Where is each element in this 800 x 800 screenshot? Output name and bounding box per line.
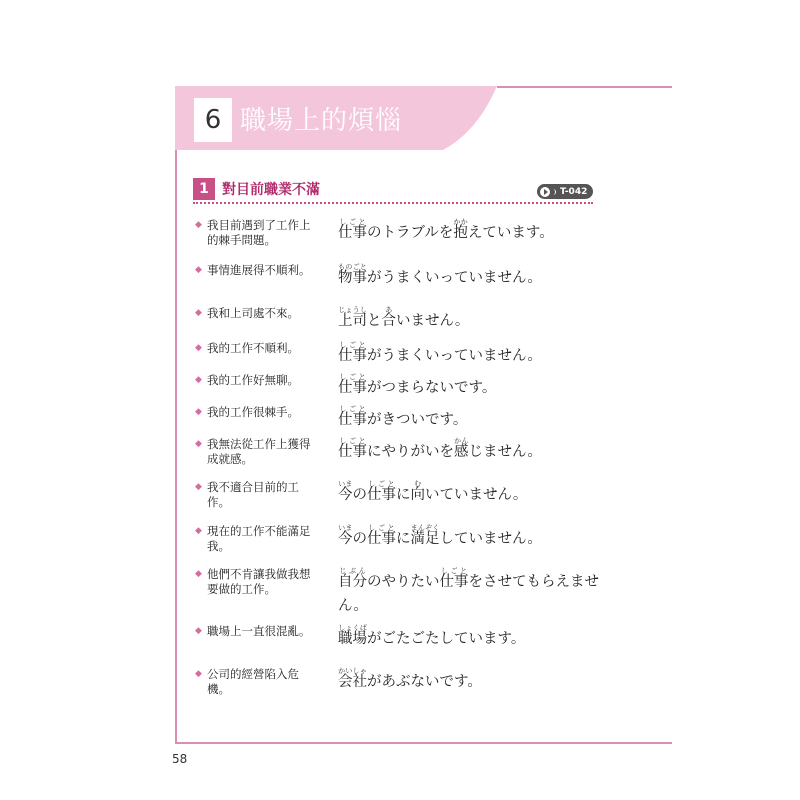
japanese-phrase — [338, 263, 618, 290]
furigana-reading: まんぞく — [410, 524, 440, 532]
kanji-text: 仕事 — [338, 444, 367, 460]
japanese-phrase — [338, 306, 618, 333]
kana-text: がきついです。 — [367, 412, 468, 428]
kanji-text: 今 — [338, 487, 353, 503]
furigana-word — [338, 667, 367, 690]
japanese-phrase — [338, 218, 618, 245]
kana-text: していません。 — [439, 531, 542, 547]
kanji-text: 自分 — [338, 574, 367, 590]
kanji-text: 仕事 — [338, 348, 367, 364]
kanji-text: 合 — [381, 313, 396, 329]
furigana-reading: しごと — [338, 218, 367, 226]
furigana-word — [338, 263, 367, 286]
chinese-phrase: ◆ 職場上一直很混亂。 — [195, 624, 315, 639]
japanese-phrase — [338, 567, 618, 618]
sound-wave-icon — [552, 189, 556, 195]
japanese-phrase — [338, 667, 618, 694]
furigana-word — [338, 306, 367, 329]
kana-text: に — [396, 531, 411, 547]
chapter-number-box — [194, 98, 232, 142]
furigana-word — [338, 524, 353, 547]
kana-text: いていません。 — [425, 487, 528, 503]
chinese-phrase: ◆ 現在的工作不能滿足我。 — [195, 524, 315, 554]
furigana-reading: じぶん — [338, 567, 367, 575]
furigana-reading: いま — [338, 480, 353, 488]
kanji-text: 仕事 — [338, 412, 367, 428]
chapter-number: 6 — [204, 105, 222, 135]
furigana-reading: かん — [454, 437, 469, 445]
audio-track-badge[interactable] — [537, 184, 593, 199]
furigana-word — [410, 524, 440, 547]
kana-text: をさせてもらえません。 — [338, 574, 599, 614]
furigana-reading: いま — [338, 524, 353, 532]
kana-text: の — [352, 487, 367, 503]
kanji-text: 物事 — [338, 270, 367, 286]
furigana-reading: かいしゃ — [338, 667, 367, 675]
kanji-text: 仕事 — [338, 225, 367, 241]
section-divider — [193, 202, 593, 204]
chinese-phrase: ◆ 公司的經營陷入危機。 — [195, 667, 315, 697]
kana-text: のトラブルを — [367, 225, 454, 241]
furigana-reading: あ — [381, 306, 396, 314]
chinese-phrase: ◆ 我目前遇到了工作上的棘手問題。 — [195, 218, 315, 248]
furigana-word — [338, 624, 367, 647]
japanese-phrase — [338, 437, 618, 464]
kanji-text: 仕事 — [338, 380, 367, 396]
japanese-phrase — [338, 373, 618, 400]
kanji-text: 感 — [454, 444, 469, 460]
furigana-word — [367, 524, 396, 547]
japanese-phrase — [338, 624, 618, 651]
furigana-reading: しごと — [367, 480, 396, 488]
kanji-text: 仕事 — [367, 531, 396, 547]
chinese-phrase: ◆ 他們不肯讓我做我想要做的工作。 — [195, 567, 315, 597]
chinese-phrase: ◆ 我的工作不順利。 — [195, 341, 315, 356]
furigana-reading: しごと — [439, 567, 469, 575]
furigana-reading: かか — [453, 218, 468, 226]
page-number: 58 — [172, 752, 188, 766]
audio-track-label: T-042 — [560, 186, 588, 197]
furigana-word — [338, 218, 367, 241]
furigana-word — [410, 480, 426, 503]
furigana-reading: しょくば — [338, 624, 367, 632]
furigana-word — [367, 480, 396, 503]
page-frame-bottom — [175, 742, 672, 744]
kana-text: のやりたい — [367, 574, 440, 590]
furigana-reading: しごと — [338, 341, 367, 349]
kana-text: の — [352, 531, 367, 547]
kana-text: に — [396, 487, 411, 503]
kana-text: がうまくいっていません。 — [367, 348, 542, 364]
chinese-phrase: ◆ 我的工作好無聊。 — [195, 373, 315, 388]
japanese-phrase — [338, 524, 618, 551]
furigana-word — [338, 405, 367, 428]
kana-text: いません。 — [396, 313, 470, 329]
furigana-reading: じょうし — [338, 306, 367, 314]
kana-text: じません。 — [468, 444, 542, 460]
kanji-text: 上司 — [338, 313, 367, 329]
section-number-box — [193, 178, 215, 200]
furigana-word — [338, 480, 353, 503]
kanji-text: 満足 — [410, 531, 440, 547]
chapter-title: 職場上的煩惱 — [240, 106, 403, 136]
chinese-phrase: ◆ 我和上司處不來。 — [195, 306, 315, 321]
furigana-reading: む — [410, 480, 425, 488]
japanese-phrase — [338, 480, 618, 507]
furigana-word — [338, 373, 367, 396]
kanji-text: 会社 — [338, 674, 367, 690]
audio-play-icon — [540, 187, 550, 197]
furigana-word — [453, 218, 468, 241]
kana-text: と — [367, 313, 382, 329]
kana-text: があぶないです。 — [367, 674, 482, 690]
section-number: 1 — [199, 181, 209, 197]
chinese-phrase: ◆ 我不適合目前的工作。 — [195, 480, 315, 510]
chinese-phrase: ◆ 事情進展得不順利。 — [195, 263, 315, 278]
japanese-phrase — [338, 405, 618, 432]
furigana-word — [338, 341, 367, 364]
japanese-phrase — [338, 341, 618, 368]
kana-text: がつまらないです。 — [367, 380, 497, 396]
kanji-text: 抱 — [453, 225, 468, 241]
kana-text: えています。 — [467, 225, 554, 241]
kanji-text: 職場 — [338, 631, 367, 647]
furigana-word — [338, 567, 367, 590]
furigana-reading: しごと — [338, 437, 367, 445]
kanji-text: 向 — [410, 487, 425, 503]
chinese-phrase: ◆ 我的工作很棘手。 — [195, 405, 315, 420]
kana-text: がごたごたしています。 — [367, 631, 526, 647]
kanji-text: 仕事 — [367, 487, 396, 503]
kana-text: がうまくいっていません。 — [367, 270, 542, 286]
kanji-text: 仕事 — [439, 574, 469, 590]
kana-text: にやりがいを — [367, 444, 454, 460]
furigana-reading: しごと — [338, 405, 367, 413]
furigana-reading: ものごと — [338, 263, 367, 271]
furigana-word — [439, 567, 469, 590]
chinese-phrase: ◆ 我無法從工作上獲得成就感。 — [195, 437, 315, 467]
furigana-reading: しごと — [338, 373, 367, 381]
furigana-word — [381, 306, 397, 329]
furigana-word — [338, 437, 367, 460]
page-frame-left — [175, 86, 177, 744]
section-title: 對目前職業不滿 — [222, 182, 320, 198]
furigana-word — [454, 437, 469, 460]
furigana-reading: しごと — [367, 524, 396, 532]
kanji-text: 今 — [338, 531, 353, 547]
